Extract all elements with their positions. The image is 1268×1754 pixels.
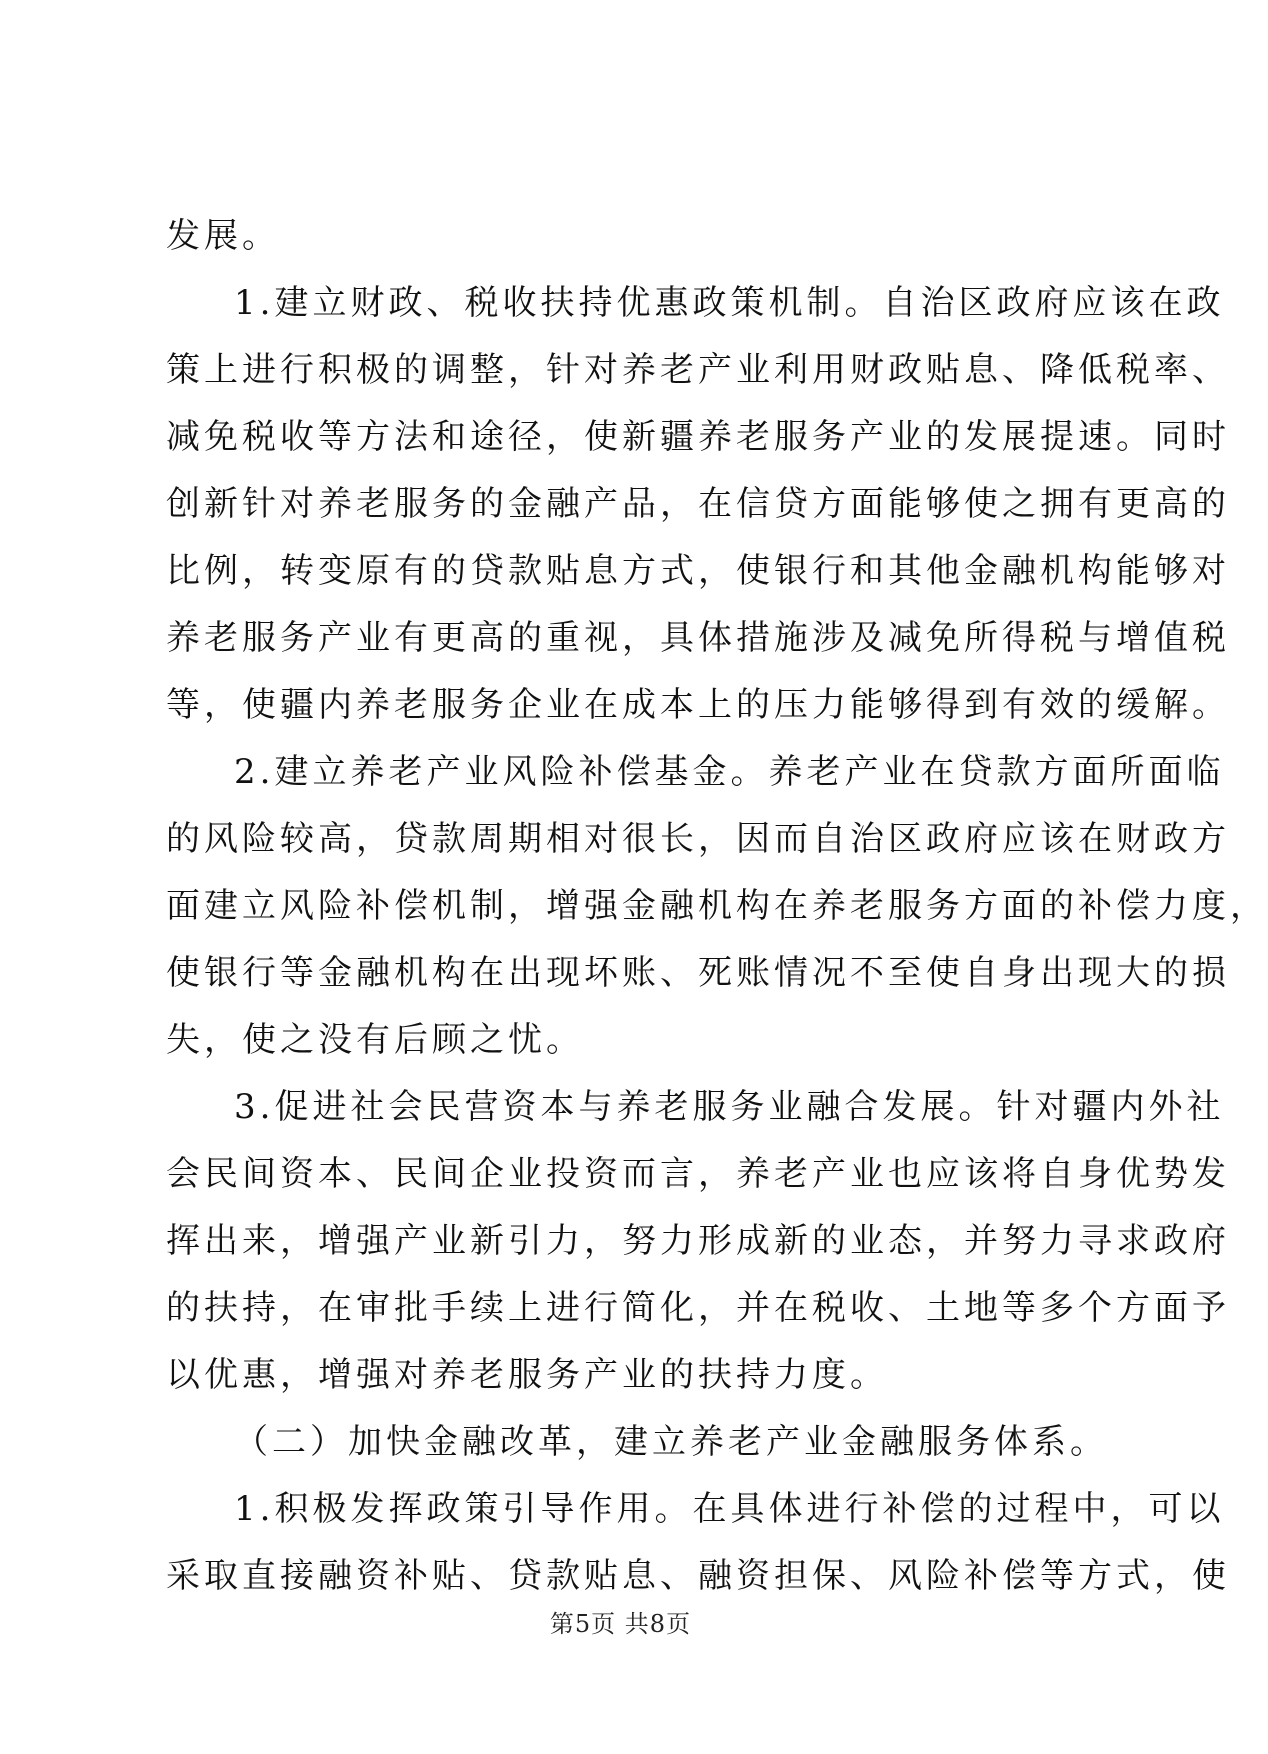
text-line: 创新针对养老服务的金融产品，在信贷方面能够使之拥有更高的 <box>166 484 1230 524</box>
paragraph-4-start: 1.积极发挥政策引导作用。在具体进行补偿的过程中，可以 <box>234 1489 1225 1529</box>
text-line: 发展。 <box>166 216 280 256</box>
text-line: 面建立风险补偿机制，增强金融机构在养老服务方面的补偿力度， <box>166 886 1268 926</box>
paragraph-3-start: 3.促进社会民营资本与养老服务业融合发展。针对疆内外社 <box>234 1087 1225 1127</box>
text-line: 的扶持，在审批手续上进行简化，并在税收、土地等多个方面予 <box>166 1288 1230 1328</box>
section-heading: （二）加快金融改革，建立养老产业金融服务体系。 <box>234 1422 1108 1462</box>
text-line: 养老服务产业有更高的重视，具体措施涉及减免所得税与增值税 <box>166 618 1230 658</box>
paragraph-2-start: 2.建立养老产业风险补偿基金。养老产业在贷款方面所面临 <box>234 752 1225 792</box>
text-line: 会民间资本、民间企业投资而言，养老产业也应该将自身优势发 <box>166 1154 1230 1194</box>
document-body <box>166 203 1268 1610</box>
text-line: 以优惠，增强对养老服务产业的扶持力度。 <box>166 1355 888 1395</box>
text-line: 挥出来，增强产业新引力，努力形成新的业态，并努力寻求政府 <box>166 1221 1230 1261</box>
text-line: 策上进行积极的调整，针对养老产业利用财政贴息、降低税率、 <box>166 350 1230 390</box>
text-line: 比例，转变原有的贷款贴息方式，使银行和其他金融机构能够对 <box>166 551 1230 591</box>
text-line: 等，使疆内养老服务企业在成本上的压力能够得到有效的缓解。 <box>166 685 1230 725</box>
text-line: 使银行等金融机构在出现坏账、死账情况不至使自身出现大的损 <box>166 953 1230 993</box>
page-number-footer: 第5页 共8页 <box>549 1610 692 1638</box>
text-line: 采取直接融资补贴、贷款贴息、融资担保、风险补偿等方式，使 <box>166 1556 1230 1596</box>
text-line: 失，使之没有后顾之忧。 <box>166 1020 584 1060</box>
text-line: 的风险较高，贷款周期相对很长，因而自治区政府应该在财政方 <box>166 819 1230 859</box>
paragraph-1-start: 1.建立财政、税收扶持优惠政策机制。自治区政府应该在政 <box>234 283 1225 323</box>
text-line: 减免税收等方法和途径，使新疆养老服务产业的发展提速。同时 <box>166 417 1230 457</box>
